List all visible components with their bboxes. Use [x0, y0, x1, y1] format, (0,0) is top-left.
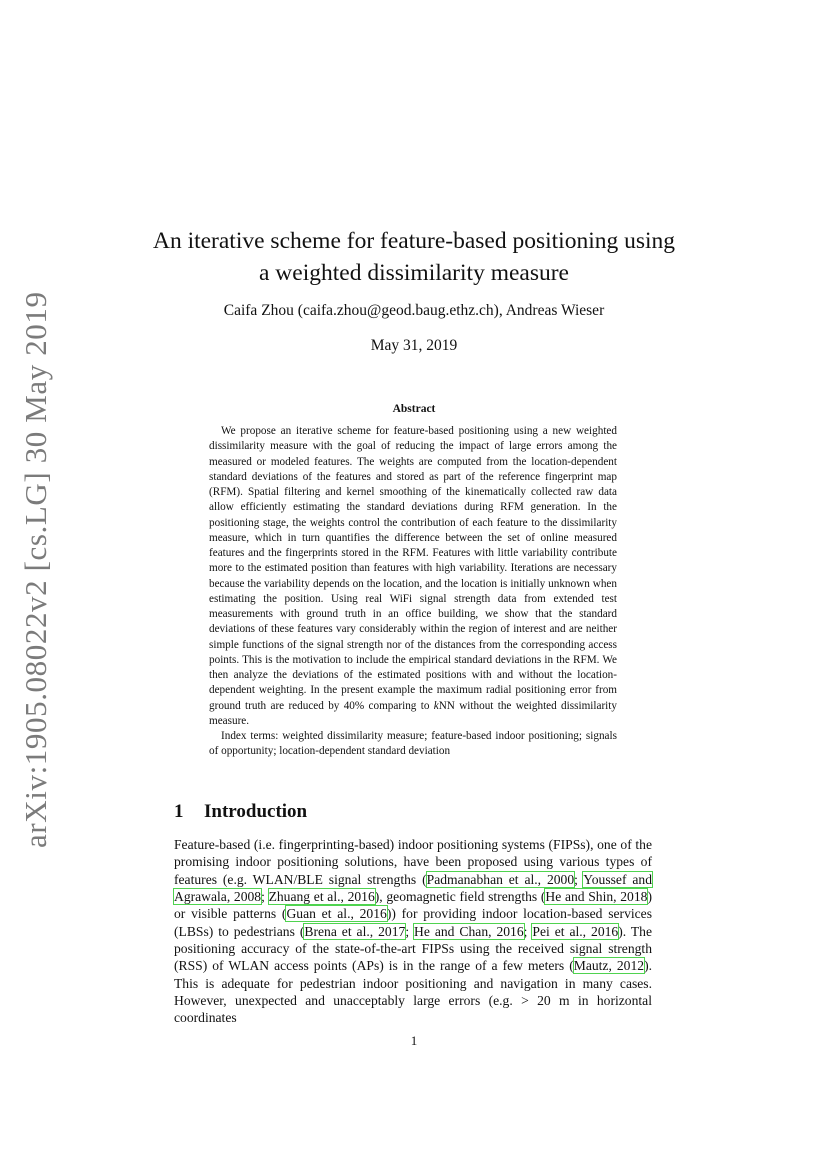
abstract-heading: Abstract — [392, 403, 436, 415]
knn-suffix: NN — [438, 699, 455, 712]
intro-text: ) or visible patterns ( — [174, 889, 652, 922]
intro-text: ; — [261, 889, 269, 905]
intro-text: ; — [574, 871, 584, 887]
intro-text: ). This is adequate for pedestrian indoor positioning and navigation in many cases. However, unexpected and unacceptably large errors (e.g. > 20 m in horizontal coordinates — [174, 958, 652, 1026]
abstract-text: We propose an iterative scheme for feature-based positioning using a new weighted dissimilarity measure with the goal of reducing the impact of large errors among the measured or modeled features. The weights are computed from the location-dependent standard deviations of the features and stored as part of the reference fingerprint map (RFM). Spatial filtering and kernel smoothing of the kinematically collected raw data allow efficiently estimating the standard deviations during RFM generation. In the positioning stage, the weights control the contribution of each feature to the dissimilarity measure, which in turn quantifies the difference between the set of online measured features and the fingerprints stored in the RFM. Features with little variability contribute more to the estimated position than features with high variability. Iterations are necessary because the variability depends on the location, and the location is initially unknown when estimating the position. Using real WiFi signal strength data from extended test measurements with ground truth in an office building, we show that the standard deviations of these features vary considerably within the region of interest and are neither simple functions of the signal strength nor of the distances from the corresponding access points. This is the motivation to include the empirical standard deviations in the RFM. We then analyze the deviations of the estimated positions with and without the location-dependent weighting. In the present example the maximum radial positioning error from ground truth are reduced by 40% comparing to — [209, 425, 617, 712]
introduction-paragraph — [174, 836, 652, 1027]
abstract-body — [209, 424, 617, 760]
intro-text: ), geomagnetic field strengths ( — [374, 889, 546, 905]
section-title: Introduction — [204, 801, 308, 822]
intro-text: Feature-based (i.e. fingerprinting-based) indoor positioning systems (FIPSs), one of the promising indoor positioning solutions, have been proposed using various types of features (e.g. WLAN/BLE signal strengths ( — [174, 837, 652, 887]
citation-link[interactable]: Mautz, 2012 — [573, 958, 645, 974]
intro-text: ; — [523, 923, 533, 939]
knn-k-italic: k — [433, 699, 439, 712]
section-heading-introduction — [174, 800, 307, 824]
citation-link[interactable]: Padmanabhan et al., 2000 — [426, 871, 575, 887]
arxiv-identifier-stamp: arXiv:1905.08022v2 [cs.LG] 30 May 2019 — [18, 291, 53, 848]
section-number: 1 — [174, 801, 184, 822]
citation-link[interactable]: Pei et al., 2016 — [532, 923, 619, 939]
paper-date: May 31, 2019 — [370, 337, 458, 354]
index-terms: Index terms: weighted dissimilarity measure; feature-based indoor positioning; signals of opportunity; location-dependent standard deviation — [209, 730, 617, 758]
abstract-text-end: without the weighted dissimilarity measure. — [209, 699, 617, 727]
page-number: 1 — [410, 1033, 418, 1048]
intro-text: )) for providing indoor location-based services (LBSs) to pedestrians ( — [174, 906, 652, 939]
intro-text: ). The positioning accuracy of the state-of-the-art FIPSs using the received signal strength (RSS) of WLAN access points (APs) is in the range of a few meters ( — [174, 923, 652, 974]
paper-authors: Caifa Zhou (caifa.zhou@geod.baug.ethz.ch), Andreas Wieser — [223, 302, 605, 319]
citation-link[interactable]: Zhuang et al., 2016 — [268, 889, 375, 905]
citation-link[interactable]: Brena et al., 2017 — [304, 923, 406, 939]
abstract-paragraph — [209, 424, 617, 729]
paper-title: An iterative scheme for feature-based positioning using a weighted dissimilarity measure — [152, 228, 676, 286]
citation-link[interactable]: Youssef and Agrawala, 2008 — [174, 871, 652, 905]
intro-text: ; — [405, 923, 415, 939]
citation-link[interactable]: He and Chan, 2016 — [414, 923, 524, 939]
citation-link[interactable]: Guan et al., 2016 — [286, 906, 387, 922]
citation-link[interactable]: He and Shin, 2018 — [545, 889, 648, 905]
